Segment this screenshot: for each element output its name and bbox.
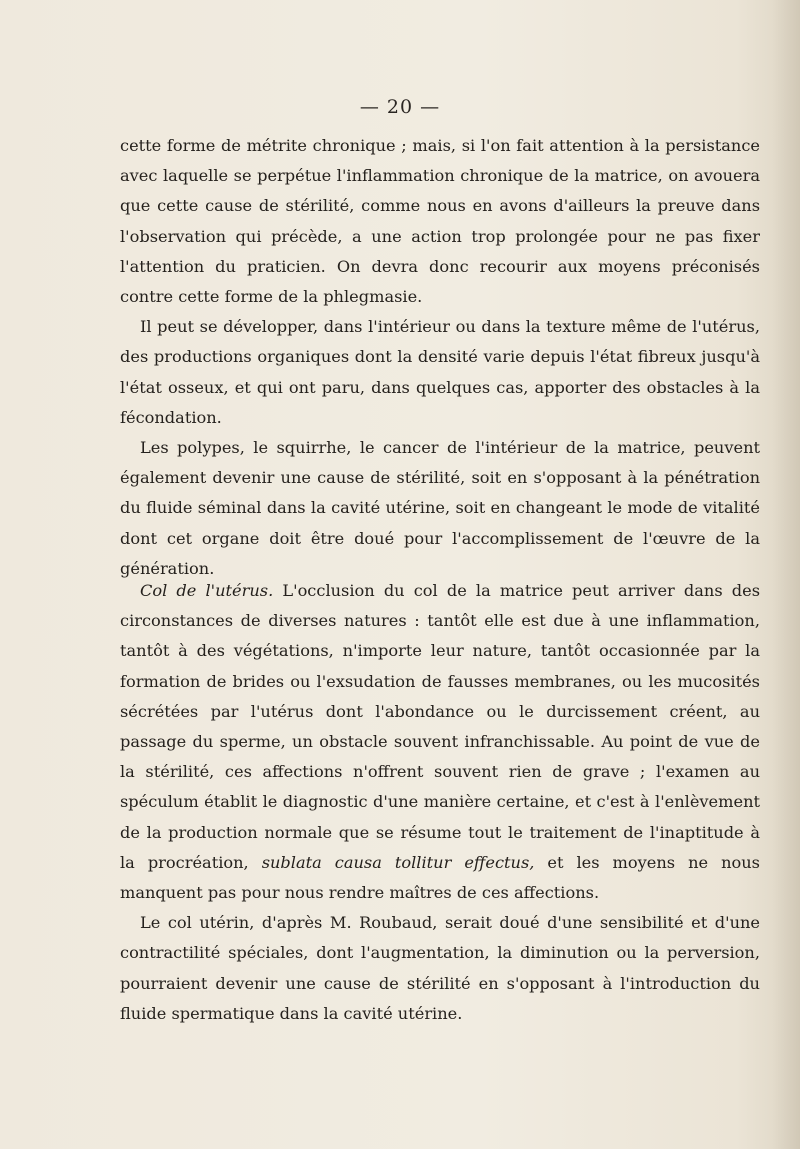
- paragraph-5: Le col utérin, d'après M. Roubaud, serait doué d'une sensibilité et d'une contractilité spéciales, dont l'augmentation, la diminution ou la perversion, pourraient devenir une cause de stérilité en s'opposant à l'introduction du fluide spermatique dans la cavité utérine.: [120, 913, 760, 1023]
- latin-quote: sublata causa tollitur effectus,: [261, 852, 535, 872]
- section-heading-italic: Col de l'utérus.: [140, 581, 274, 600]
- paragraph-4-end: et les moyens ne nous manquent pas pour nous rendre maîtres de ces affections.: [120, 852, 760, 903]
- text-block-lower: [120, 576, 760, 1029]
- paragraph-3: Les polypes, le squirrhe, le cancer de l'intérieur de la matrice, peuvent également devenir une cause de stérilité, soit en s'opposant à la pénétration du fluide séminal dans la cavité utérine, soit en changeant le mode de vitalité dont cet organe doit être doué pour l'accomplissement de l'œuvre de la génération.: [120, 438, 760, 578]
- paragraph-2: Il peut se développer, dans l'intérieur ou dans la texture même de l'utérus, des productions organiques dont la densité varie depuis l'état fibreux jusqu'à l'état osseux, et qui ont paru, dans quelques cas, apporter des obstacles à la fécondation.: [120, 317, 760, 427]
- paragraph-4-body: L'occlusion du col de la matrice peut arriver dans des circonstances de diverses natures : tantôt elle est due à une inflammation, tantôt à des végétations, n'importe leur nature, tantôt occasionnée par la formation de brides ou l'exsudation de fausses membranes, ou les mucosités sécrétées par l'utérus dont l'abondance ou le durcissement créent, au passage du sperme, un obstacle souvent infranchissable. Au point de vue de la stérilité, ces affections n'offrent souvent rien de grave ; l'examen au spéculum établit le diagnostic d'une manière certaine, et c'est à l'enlèvement de la production normale que se résume tout le traitement de l'inaptitude à la procréation,: [120, 581, 761, 872]
- page-number: — 20 —: [359, 96, 441, 118]
- text-block-upper: [120, 131, 760, 584]
- paragraph-4: [120, 576, 760, 908]
- page-edge-shadow: [772, 0, 800, 1149]
- paragraph-1: cette forme de métrite chronique ; mais, si l'on fait attention à la persistance avec laquelle se perpétue l'inflammation chronique de la matrice, on avouera que cette cause de stérilité, comme nous en avons d'ailleurs la preuve dans l'observation qui précède, a une action trop prolongée pour ne pas fixer l'attention du praticien. On devra donc recourir aux moyens préconisés contre cette forme de la phlegmasie.: [120, 136, 760, 307]
